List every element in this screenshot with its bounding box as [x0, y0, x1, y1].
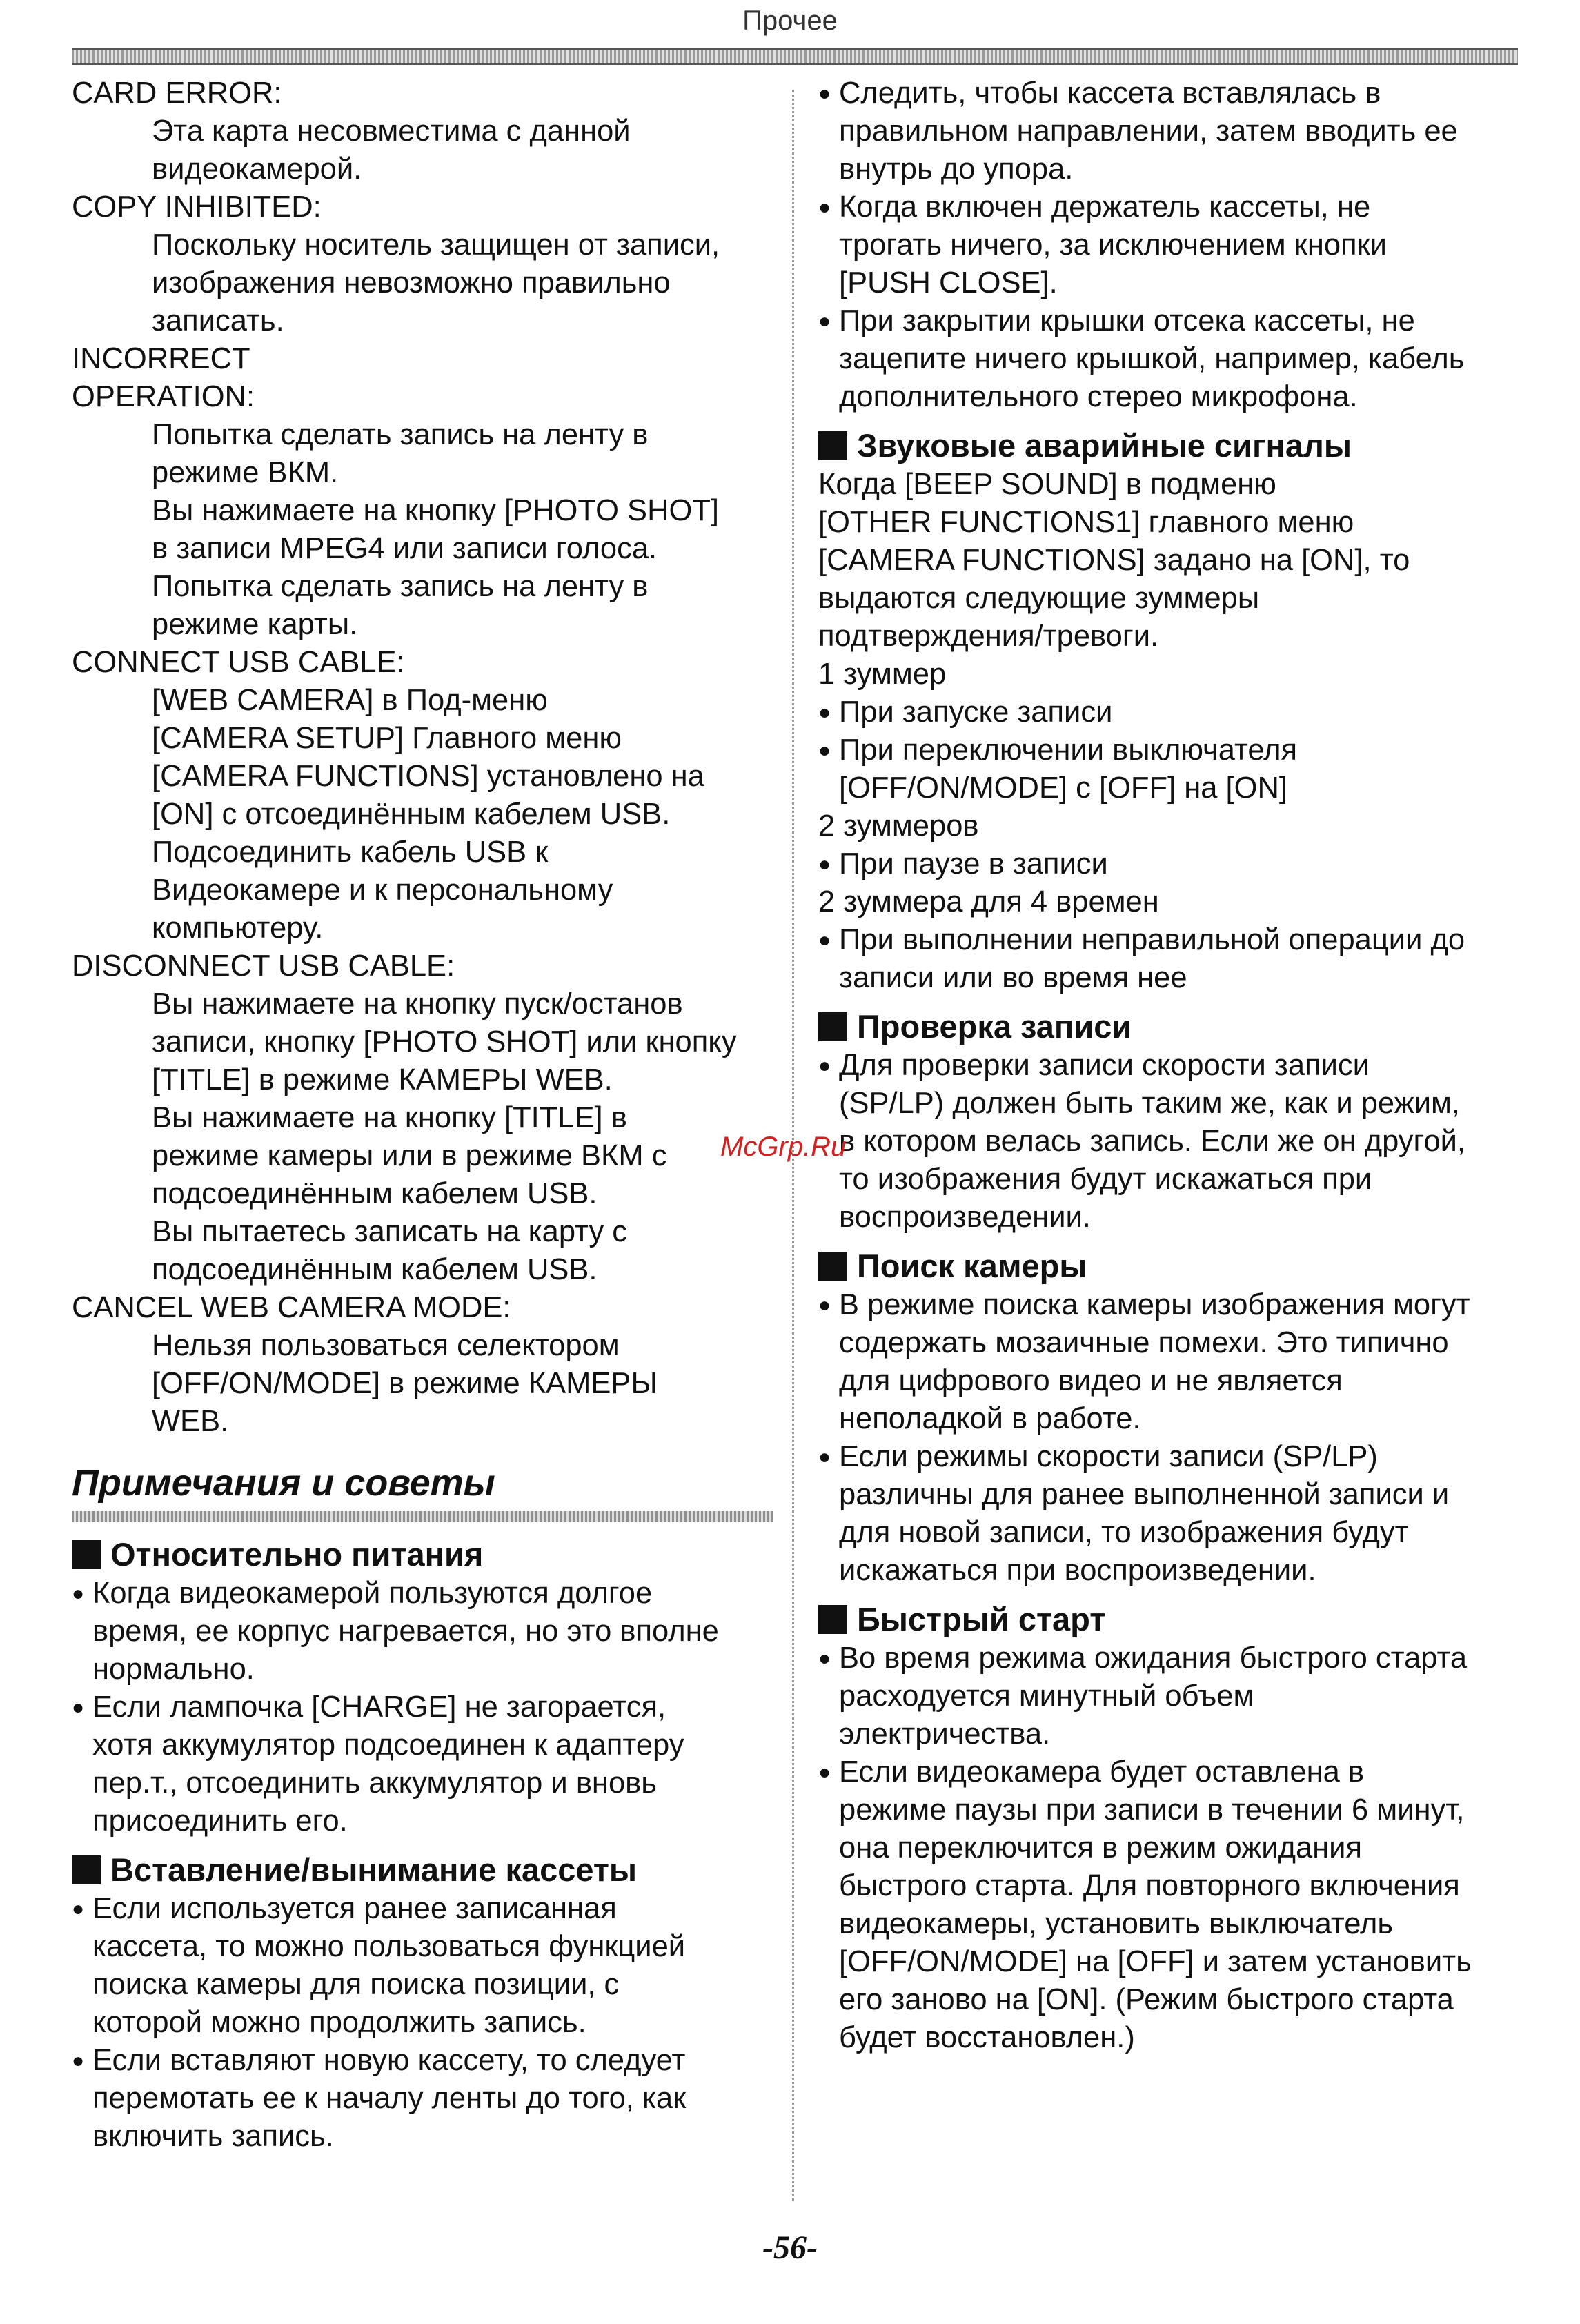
right-column: [818, 75, 1517, 2057]
bullet-icon: ●: [818, 929, 831, 952]
bullet-continuation: [818, 1905, 1517, 1943]
bullet-continuation: [818, 112, 1517, 150]
beep-intro-line: [818, 542, 1517, 580]
error-description-text: [CAMERA SETUP] Главного меню: [152, 722, 622, 755]
bullet-continuation-text: трогать ничего, за исключением кнопки: [839, 228, 1387, 262]
error-description-text: изображения невозможно правильно: [152, 266, 671, 299]
bullet-item: [818, 1639, 1517, 1677]
error-description-text: Вы нажимаете на кнопку [TITLE] в: [152, 1101, 627, 1134]
error-description: [72, 1137, 773, 1175]
error-description-text: компьютеру.: [152, 912, 324, 945]
error-description-text: видеокамерой.: [152, 152, 362, 186]
error-description: [72, 568, 773, 606]
error-description: [72, 416, 773, 454]
square-marker-icon: [72, 1540, 101, 1569]
bullet-icon: ●: [818, 1054, 831, 1077]
bullet-continuation: [818, 1943, 1517, 1981]
bullet-continuation: [72, 2004, 773, 2042]
bullet-continuation-text: быстрого старта. Для повторного включения: [839, 1869, 1460, 1902]
bullet-continuation: [818, 1677, 1517, 1715]
error-description: [72, 872, 773, 909]
bullet-item: [818, 302, 1517, 340]
error-description-text: [WEB CAMERA] в Под-меню: [152, 684, 548, 717]
error-description-text: Вы пытаетесь записать на карту с: [152, 1215, 628, 1248]
bullet-item: [72, 1890, 773, 1928]
beep-intro-line-text: [OTHER FUNCTIONS1] главного меню: [818, 506, 1354, 539]
error-term-text: CARD ERROR:: [72, 77, 282, 110]
error-description: [72, 112, 773, 150]
bullet-continuation-text: которой можно продолжить запись.: [92, 2006, 586, 2039]
square-marker-icon: [818, 431, 847, 460]
bullet-continuation-text: воспроизведении.: [839, 1201, 1091, 1234]
error-description-text: в записи MPEG4 или записи голоса.: [152, 532, 658, 565]
error-term: [72, 1289, 773, 1327]
beep-intro-line: [818, 504, 1517, 542]
bullet-continuation: [72, 2080, 773, 2118]
notes-rule: [72, 1511, 773, 1522]
bullet-item-text: При запуске записи: [839, 696, 1113, 729]
bullet-continuation-text: записи или во время нее: [839, 961, 1187, 994]
left-column: [72, 75, 773, 2156]
error-description-text: записать.: [152, 304, 284, 337]
bullet-continuation: [72, 1726, 773, 1764]
error-description: [72, 682, 773, 720]
square-marker-icon: [818, 1012, 847, 1041]
bullet-continuation-text: [OFF/ON/MODE] с [OFF] на [ON]: [839, 771, 1287, 805]
bullet-continuation-text: включить запись.: [92, 2120, 334, 2153]
bullet-item-text: Когда видеокамерой пользуются долгое: [92, 1577, 653, 1610]
beep-group-label: [818, 807, 1517, 845]
error-description-text: подсоединённым кабелем USB.: [152, 1177, 598, 1210]
error-term-text: COPY INHIBITED:: [72, 190, 322, 224]
bullet-continuation: [818, 1867, 1517, 1905]
bullet-continuation: [818, 1715, 1517, 1753]
section-heading: [72, 1850, 773, 1890]
error-term-text: INCORRECT: [72, 342, 250, 375]
error-description: [72, 1213, 773, 1251]
bullet-continuation: [818, 1476, 1517, 1514]
error-description-text: режиме камеры или в режиме ВКМ с: [152, 1139, 667, 1172]
error-description: [72, 1251, 773, 1289]
bullet-icon: ●: [818, 196, 831, 219]
bullet-continuation-text: поиска камеры для поиска позиции, с: [92, 1968, 620, 2001]
bullet-continuation-text: правильном направлении, затем вводить ее: [839, 115, 1458, 148]
bullet-item-text: Во время режима ожидания быстрого старта: [839, 1642, 1468, 1675]
bullet-continuation-text: то изображения будут искажаться при: [839, 1163, 1372, 1196]
error-description: [72, 909, 773, 947]
error-description: [72, 302, 773, 340]
bullet-item: [818, 75, 1517, 112]
bullet-item-text: Если используется ранее записанная: [92, 1892, 617, 1925]
bullet-continuation-text: присоединить его.: [92, 1804, 348, 1838]
bullet-icon: ●: [818, 82, 831, 105]
bullet-icon: ●: [818, 310, 831, 333]
bullet-item-text: Для проверки записи скорости записи: [839, 1049, 1370, 1082]
bullet-continuation: [818, 1400, 1517, 1438]
section-heading-text: Проверка записи: [857, 1008, 1132, 1045]
bullet-icon: ●: [818, 1446, 831, 1468]
square-marker-icon: [818, 1605, 847, 1634]
bullet-icon: ●: [818, 1294, 831, 1317]
bullet-continuation: [818, 264, 1517, 302]
error-description-text: Видеокамере и к персональному: [152, 874, 613, 907]
section-heading-text: Поиск камеры: [857, 1248, 1087, 1284]
bullet-continuation: [818, 1123, 1517, 1161]
bullet-continuation-text: содержать мозаичные помехи. Это типично: [839, 1326, 1449, 1359]
bullet-item-text: Если лампочка [CHARGE] не загорается,: [92, 1691, 666, 1724]
error-term: [72, 378, 773, 416]
bullet-continuation: [818, 150, 1517, 188]
bullet-item-text: Если режимы скорости записи (SP/LP): [839, 1440, 1378, 1473]
bullet-item: [818, 731, 1517, 769]
error-term: [72, 947, 773, 985]
bullet-continuation: [818, 1981, 1517, 2019]
error-description: [72, 1327, 773, 1365]
error-term: [72, 340, 773, 378]
bullet-continuation-text: для новой записи, то изображения будут: [839, 1516, 1409, 1549]
bullet-continuation-text: (SP/LP) должен быть таким же, как и режим,: [839, 1087, 1461, 1120]
bullet-icon: ●: [72, 1696, 85, 1719]
beep-group-label-text: 1 зуммер: [818, 658, 947, 691]
error-description-text: Вы нажимаете на кнопку пуск/останов: [152, 987, 683, 1021]
bullet-continuation-text: нормально.: [92, 1653, 255, 1686]
bullet-icon: ●: [72, 1898, 85, 1920]
bullet-continuation-text: [OFF/ON/MODE] на [OFF] и затем установить: [839, 1945, 1472, 1978]
bullet-continuation: [818, 769, 1517, 807]
bullet-continuation-text: электричества.: [839, 1717, 1051, 1751]
bullet-continuation-text: перемотать ее к началу ленты до того, как: [92, 2082, 687, 2115]
error-description: [72, 264, 773, 302]
error-description-text: записи, кнопку [PHOTO SHOT] или кнопку: [152, 1025, 737, 1058]
bullet-item-text: При паузе в записи: [839, 847, 1108, 880]
error-description: [72, 758, 773, 796]
error-description: [72, 530, 773, 568]
bullet-item-text: При закрытии крышки отсека кассеты, не: [839, 304, 1415, 337]
beep-intro-line: [818, 618, 1517, 656]
section-heading-text: Вставление/вынимание кассеты: [110, 1851, 638, 1888]
error-description: [72, 985, 773, 1023]
bullet-continuation-text: зацепите ничего крышкой, например, кабель: [839, 342, 1465, 375]
bullet-item-text: При переключении выключателя: [839, 733, 1298, 767]
bullet-item-text: Если вставляют новую кассету, то следует: [92, 2044, 686, 2077]
error-term: [72, 188, 773, 226]
bullet-item: [818, 693, 1517, 731]
bullet-item: [72, 2042, 773, 2080]
beep-intro-line: [818, 580, 1517, 618]
bullet-continuation-text: она переключится в режим ожидания: [839, 1831, 1363, 1864]
bullet-icon: ●: [72, 1582, 85, 1605]
bullet-continuation: [818, 1324, 1517, 1362]
bullet-continuation: [72, 1802, 773, 1840]
watermark: McGrp.Ru: [720, 1132, 847, 1162]
beep-intro-line-text: выдаются следующие зуммеры: [818, 582, 1260, 615]
error-description-text: [ON] с отсоединённым кабелем USB.: [152, 798, 671, 831]
error-description: [72, 720, 773, 758]
bullet-continuation: [818, 226, 1517, 264]
bullet-icon: ●: [818, 1647, 831, 1670]
error-description-text: режиме ВКМ.: [152, 456, 339, 489]
error-description-text: Нельзя пользоваться селектором: [152, 1329, 620, 1362]
bullet-continuation-text: расходуется минутный объем: [839, 1680, 1254, 1713]
bullet-continuation: [818, 2019, 1517, 2057]
error-description-text: Вы нажимаете на кнопку [PHOTO SHOT]: [152, 494, 719, 527]
bullet-continuation: [72, 2118, 773, 2156]
bullet-icon: ●: [818, 739, 831, 762]
error-description-text: [CAMERA FUNCTIONS] установлено на: [152, 760, 704, 793]
error-term: [72, 644, 773, 682]
error-description-text: Попытка сделать запись на ленту в: [152, 570, 649, 603]
bullet-continuation-text: для цифрового видео и не является: [839, 1364, 1343, 1397]
bullet-item-text: Когда включен держатель кассеты, не: [839, 190, 1371, 224]
bullet-continuation-text: будет восстановлен.): [839, 2021, 1135, 2054]
square-marker-icon: [818, 1252, 847, 1281]
bullet-continuation: [818, 1829, 1517, 1867]
error-description-text: [OFF/ON/MODE] в режиме КАМЕРЫ: [152, 1367, 658, 1400]
bullet-continuation: [818, 1514, 1517, 1552]
error-term-text: DISCONNECT USB CABLE:: [72, 949, 455, 983]
error-description-text: Поскольку носитель защищен от записи,: [152, 228, 720, 262]
beep-intro-line-text: Когда [BEEP SOUND] в подменю: [818, 468, 1276, 501]
bullet-item: [818, 1438, 1517, 1476]
bullet-continuation-text: [PUSH CLOSE].: [839, 266, 1058, 299]
bullet-item: [818, 921, 1517, 959]
error-term-text: OPERATION:: [72, 380, 255, 413]
error-description-text: Подсоединить кабель USB к: [152, 836, 549, 869]
bullet-continuation: [72, 1764, 773, 1802]
bullet-continuation-text: неполадкой в работе.: [839, 1402, 1141, 1435]
bullet-continuation: [818, 1362, 1517, 1400]
section-heading-text: Звуковые аварийные сигналы: [857, 427, 1352, 464]
bullet-continuation: [818, 1199, 1517, 1237]
bullet-continuation-text: в котором велась запись. Если же он другой,: [839, 1125, 1466, 1158]
error-description: [72, 226, 773, 264]
error-term-text: CONNECT USB CABLE:: [72, 646, 405, 679]
bullet-item-text: В режиме поиска камеры изображения могут: [839, 1288, 1470, 1321]
error-description-text: подсоединённым кабелем USB.: [152, 1253, 598, 1286]
beep-intro-line-text: подтверждения/тревоги.: [818, 620, 1159, 653]
beep-intro-line-text: [CAMERA FUNCTIONS] задано на [ON], то: [818, 544, 1410, 577]
bullet-icon: ●: [818, 1761, 831, 1784]
bullet-continuation-text: его заново на [ON]. (Режим быстрого старта: [839, 1983, 1454, 2016]
bullet-continuation-text: видеокамеры, установить выключатель: [839, 1907, 1394, 1940]
bullet-item-text: Следить, чтобы кассета вставлялась в: [839, 77, 1381, 110]
bullet-continuation-text: пер.т., отсоединить аккумулятор и вновь: [92, 1766, 657, 1800]
bullet-item-text: При выполнении неправильной операции до: [839, 923, 1465, 956]
error-description-text: [TITLE] в режиме КАМЕРЫ WEB.: [152, 1063, 613, 1096]
error-description-text: режиме карты.: [152, 608, 358, 641]
bullet-item: [818, 845, 1517, 883]
bullet-icon: ●: [818, 701, 831, 724]
error-description: [72, 150, 773, 188]
bullet-item: [818, 1047, 1517, 1085]
bullet-continuation: [818, 1161, 1517, 1199]
bullet-continuation: [72, 1966, 773, 2004]
section-heading-text: Относительно питания: [110, 1536, 484, 1573]
bullet-icon: ●: [72, 2049, 85, 2072]
bullet-continuation-text: хотя аккумулятор подсоединен к адаптеру: [92, 1729, 684, 1762]
error-description: [72, 796, 773, 834]
bullet-continuation-text: дополнительного стерео микрофона.: [839, 380, 1358, 413]
error-term: [72, 75, 773, 112]
bullet-continuation-text: внутрь до упора.: [839, 152, 1074, 186]
page-header: Прочее: [742, 6, 838, 36]
beep-group-label: [818, 883, 1517, 921]
section-heading: [72, 1535, 773, 1575]
beep-group-label: [818, 656, 1517, 693]
section-heading: [818, 1007, 1517, 1047]
error-description: [72, 834, 773, 872]
bullet-item: [72, 1575, 773, 1613]
error-description-text: Эта карта несовместима с данной: [152, 115, 631, 148]
error-description: [72, 454, 773, 492]
error-description-text: Попытка сделать запись на ленту в: [152, 418, 649, 451]
beep-intro-line: [818, 466, 1517, 504]
section-heading: [818, 426, 1517, 466]
bullet-continuation-text: кассета, то можно пользоваться функцией: [92, 1930, 686, 1963]
bullet-continuation: [72, 1651, 773, 1688]
section-heading: [818, 1599, 1517, 1639]
bullet-continuation: [818, 959, 1517, 997]
error-term-text: CANCEL WEB CAMERA MODE:: [72, 1291, 511, 1324]
bullet-continuation-text: режиме паузы при записи в течении 6 минут,: [839, 1793, 1465, 1826]
bullet-item: [818, 1753, 1517, 1791]
error-description: [72, 606, 773, 644]
error-description: [72, 1099, 773, 1137]
error-description: [72, 1023, 773, 1061]
error-description: [72, 1175, 773, 1213]
notes-title: Примечания и советы: [72, 1462, 495, 1504]
square-marker-icon: [72, 1855, 101, 1884]
error-description: [72, 1061, 773, 1099]
bullet-continuation-text: время, ее корпус нагревается, но это вполне: [92, 1615, 719, 1648]
beep-group-label-text: 2 зуммеров: [818, 809, 979, 843]
bullet-icon: ●: [818, 853, 831, 876]
bullet-continuation: [818, 1085, 1517, 1123]
header-rule: [72, 48, 1518, 65]
error-description-text: WEB.: [152, 1405, 229, 1438]
page-number: -56-: [762, 2229, 818, 2266]
section-heading-text: Быстрый старт: [857, 1601, 1106, 1637]
bullet-continuation: [818, 378, 1517, 416]
bullet-item-text: Если видеокамера будет оставлена в: [839, 1755, 1365, 1789]
bullet-item: [818, 1286, 1517, 1324]
bullet-continuation-text: различны для ранее выполненной записи и: [839, 1478, 1450, 1511]
beep-group-label-text: 2 зуммера для 4 времен: [818, 885, 1159, 918]
bullet-continuation: [72, 1928, 773, 1966]
error-description: [72, 1365, 773, 1403]
bullet-continuation: [818, 1791, 1517, 1829]
bullet-continuation-text: искажаться при воспроизведении.: [839, 1554, 1316, 1587]
error-description: [72, 492, 773, 530]
bullet-item: [72, 1688, 773, 1726]
bullet-continuation: [72, 1613, 773, 1651]
error-description: [72, 1403, 773, 1441]
bullet-continuation: [818, 340, 1517, 378]
bullet-continuation: [818, 1552, 1517, 1590]
bullet-item: [818, 188, 1517, 226]
section-heading: [818, 1246, 1517, 1286]
